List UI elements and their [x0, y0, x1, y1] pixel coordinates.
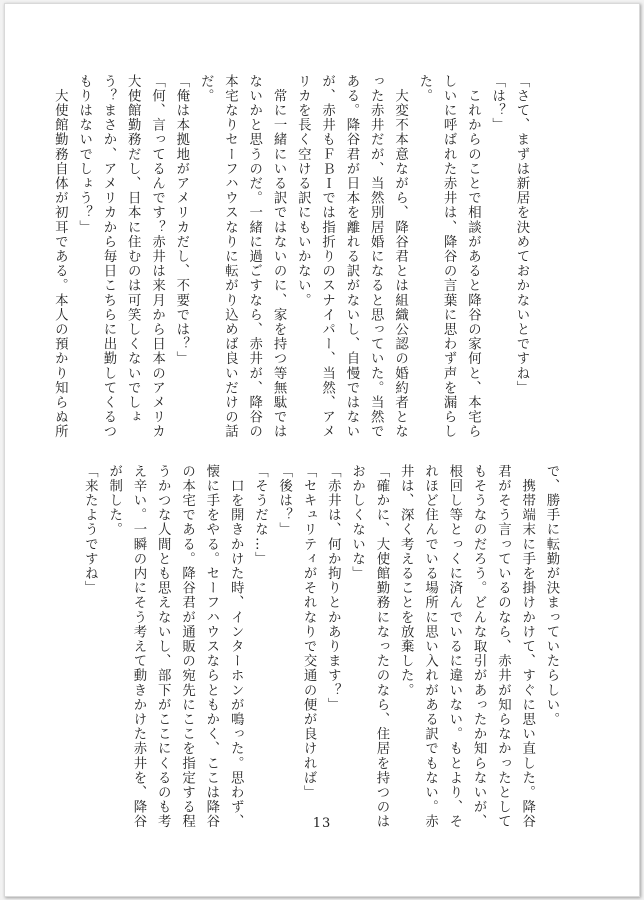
text-line: 大変不本意ながら、降谷君とは組織公認の婚約者とな — [392, 74, 408, 439]
text-line: った赤井だが、当然別居婚になると思っていた。当然で — [368, 74, 384, 439]
text-line: が、赤井もＦＢＩでは指折りのスナイパー、当然、アメ — [319, 74, 335, 439]
text-line: の本宅である。降谷君が通販の宛先にここを指定する程 — [179, 464, 195, 829]
text-line: が制した。 — [106, 464, 122, 537]
text-line: 常に一緒にいる訳ではないのに、家を持つ等無駄では — [271, 74, 287, 439]
text-line: 「赤井は、何か拘りとかあります？」 — [325, 464, 341, 713]
text-line: これからのことで相談があると降谷の家何と、本宅ら — [465, 74, 481, 439]
text-line: 「は？」 — [489, 74, 505, 133]
text-line: 君がそう言っているのなら、赤井が知らなかったとして — [495, 464, 511, 829]
text-line: 口を開きかけた時、インターホンが鳴った。思わず、 — [228, 464, 244, 829]
text-line: 「来たようですね」 — [82, 464, 98, 596]
text-line: もりはないでしょう？」 — [76, 74, 92, 235]
text-line: おかしくないな」 — [349, 464, 365, 581]
text-line: た。 — [416, 74, 432, 104]
text-line: もそうなのだろう。どんな取引があったか知らないが、 — [471, 464, 487, 829]
text-line: リカを長く空ける訳にもいかない。 — [295, 74, 311, 308]
text-line: 懐に手をやる。セーフハウスならともかく、ここは降谷 — [203, 464, 219, 829]
text-line: 井は、深く考えることを放棄した。 — [398, 464, 414, 698]
text-line: だ。 — [198, 74, 214, 104]
text-line: 「セキュリティがそれなりで交通の便が良ければ」 — [301, 464, 317, 800]
page-number: 13 — [312, 816, 332, 831]
upper-text-block — [52, 74, 533, 440]
text-line: 大使館勤務自体が初耳である。本人の預かり知らぬ所 — [52, 74, 68, 439]
text-line: 大使館勤務だし、日本に住むのは可笑しくないでしょ — [125, 74, 141, 425]
text-line: れほど住んでいる場所に思い入れがある訳でもない。赤 — [422, 464, 438, 829]
text-line: 本宅なりセーフハウスなりに転がり込めば良いだけの話 — [222, 74, 238, 439]
text-line: 携帯端末に手を掛けかけて、すぐに思い直した。降谷 — [519, 464, 535, 829]
text-line: 「そうだな…」 — [252, 464, 268, 567]
text-line: え辛い。一瞬の内にそう考えて動きかけた赤井を、降谷 — [130, 464, 146, 829]
text-line: 「さて、まずは新居を決めておかないとですね」 — [514, 74, 529, 396]
text-line: う？まさか、アメリカから毎日こちらに出勤してくるつ — [100, 74, 116, 439]
book-page — [4, 3, 640, 897]
text-line: 「確かに、大使館勤務になったのなら、住居を持つのは — [373, 464, 389, 829]
text-line: ある。降谷君が日本を離れる訳がないし、自慢ではない — [343, 74, 359, 439]
text-line: しいに呼ばれた赤井は、降谷の言葉に思わず声を漏らし — [441, 74, 457, 439]
text-line: 根回し等とっくに済んでいるに違いない。もとより、そ — [446, 464, 462, 829]
text-line: 「俺は本拠地がアメリカだし、不要では？」 — [173, 74, 189, 366]
text-line: 「後は？」 — [276, 464, 292, 537]
text-line: で、勝手に転勤が決まっていたらしい。 — [544, 464, 559, 727]
text-line: うかつな人間とも思えないし、部下がここにくるのも考 — [155, 464, 171, 829]
text-line: ないかと思うのだ。一緒に過ごすなら、赤井が、降谷の — [246, 74, 262, 439]
text-line: 「何、言ってるんです？赤井は来月から日本のアメリカ — [149, 74, 165, 439]
